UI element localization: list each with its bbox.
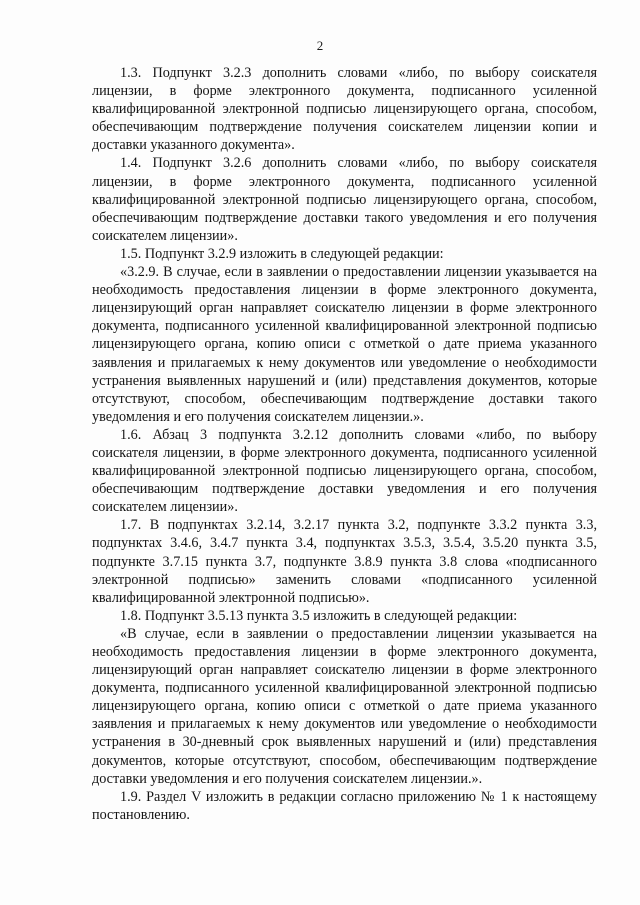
paragraph-1-3: 1.3. Подпункт 3.2.3 дополнить словами «либо, по выбору соискателя лицензии, в форме электронного документа, подписанного усиленной квалифицированной электронной подписью лицензирующего органа, способом, обеспечивающим подтверждение получения соискателем лицензии копии и доставки указанного документа». <box>92 65 597 154</box>
document-body <box>92 64 597 824</box>
page-number: 2 <box>316 38 324 53</box>
paragraph-1-9: 1.9. Раздел V изложить в редакции согласно приложению № 1 к настоящему постановлению. <box>92 788 597 823</box>
paragraph-1-6: 1.6. Абзац 3 подпункта 3.2.12 дополнить словами «либо, по выбору соискателя лицензии, в форме электронного документа, подписанного усиленной квалифицированной электронной подписью лицензирующего органа, способом, обеспечивающим подтверждение доставки уведомления и его получения соискателем лицензии». <box>92 426 597 516</box>
paragraph-3-2-9-quote: «3.2.9. В случае, если в заявлении о предоставлении лицензии указывается на необходимость предоставления лицензии в форме электронного документа, лицензирующий орган направляет соискателю лицензии в форме электронного документа, подписанного усиленной квалифицированной электронной подписью лицензирующего органа, копию описи с отметкой о дате приема указанного заявления и прилагаемых к нему документов или уведомление о необходимости устранения выявленных нарушений и (или) представления документов, которые отсутствуют, способом, обеспечивающим подтверждение доставки такого уведомления и его получения соискателем лицензии.». <box>92 264 597 425</box>
paragraph-1-7: 1.7. В подпунктах 3.2.14, 3.2.17 пункта 3.2, подпункте 3.3.2 пункта 3.3, подпунктах 3.4.6, 3.4.7 пункта 3.4, подпунктах 3.5.3, 3.5.4, 3.5.20 пункта 3.5, подпункте 3.7.15 пункта 3.7, подпункте 3.8.9 пункта 3.8 слова «подписанного электронной подписью» заменить словами «подписанного усиленной квалифицированной электронной подписью». <box>92 517 597 606</box>
paragraph-1-8: 1.8. Подпункт 3.5.13 пункта 3.5 изложить в следующей редакции: <box>120 607 518 624</box>
paragraph-3-5-13-quote: «В случае, если в заявлении о предоставлении лицензии указывается на необходимость предоставления лицензии в форме электронного документа, лицензирующий орган направляет соискателю лицензии в форме электронного документа, подписанного усиленной квалифицированной электронной подписью лицензирующего органа, копию описи с отметкой о дате приема указанного заявления и прилагаемых к нему документов или уведомление о необходимости устранения в 30-дневный срок выявленных нарушений и (или) представления документов, которые отсутствуют, способом, обеспечивающим подтверждение доставки уведомления и его получения соискателем лицензии.». <box>92 625 597 787</box>
paragraph-1-4: 1.4. Подпункт 3.2.6 дополнить словами «либо, по выбору соискателя лицензии, в форме электронного документа, подписанного усиленной квалифицированной электронной подписью лицензирующего органа, способом, обеспечивающим подтверждение доставки такого уведомления и его получения соискателем лицензии». <box>92 155 597 244</box>
paragraph-1-5: 1.5. Подпункт 3.2.9 изложить в следующей редакции: <box>120 245 444 262</box>
